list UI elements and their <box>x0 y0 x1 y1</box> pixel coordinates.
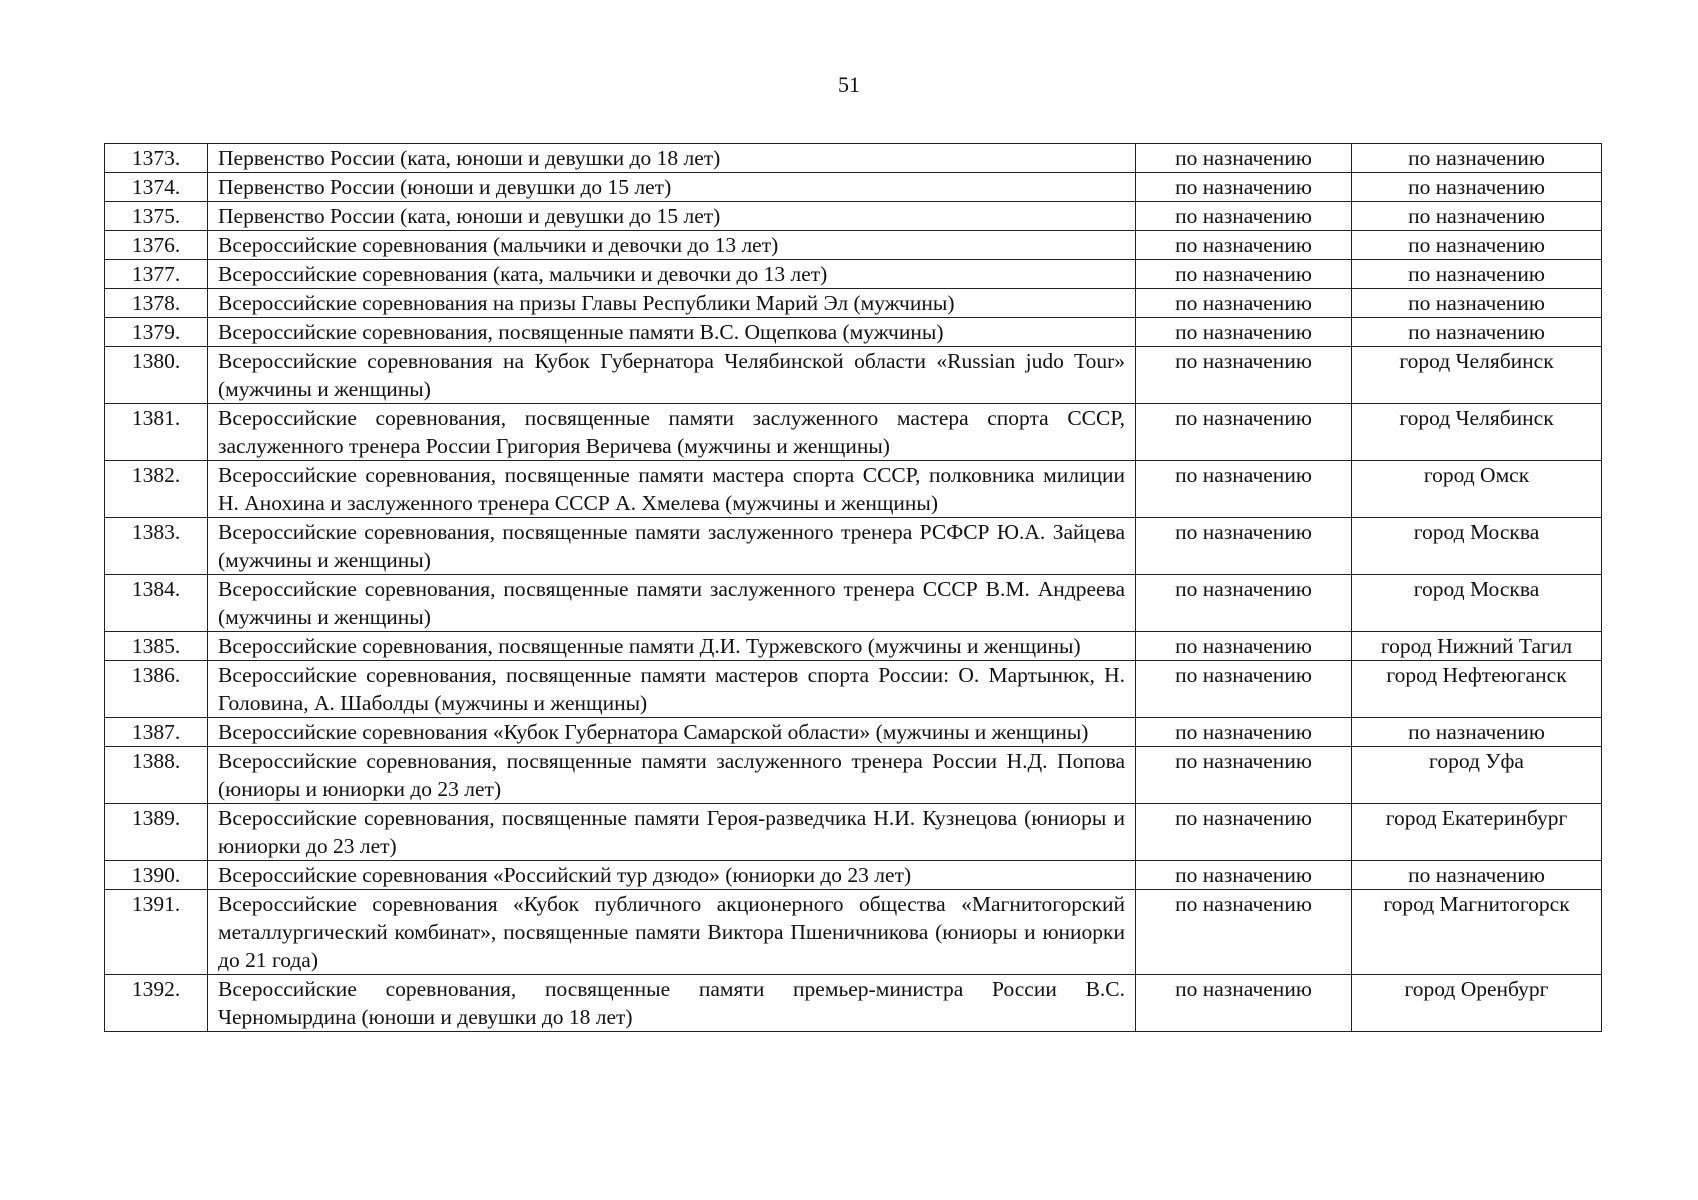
table-row <box>105 718 1602 747</box>
event-place: город Нижний Тагил <box>1352 632 1602 661</box>
event-date: по назначению <box>1136 575 1352 632</box>
row-number: 1374. <box>105 173 208 202</box>
row-number: 1373. <box>105 144 208 173</box>
event-date: по назначению <box>1136 890 1352 975</box>
table-row <box>105 861 1602 890</box>
table-row <box>105 173 1602 202</box>
row-number: 1391. <box>105 890 208 975</box>
table-row <box>105 632 1602 661</box>
event-place: город Москва <box>1352 575 1602 632</box>
event-place: по назначению <box>1352 202 1602 231</box>
events-table-body <box>105 144 1602 1032</box>
event-place: по назначению <box>1352 144 1602 173</box>
event-name: Всероссийские соревнования, посвященные памяти Героя-разведчика Н.И. Кузнецова (юниоры и юниорки до 23 лет) <box>208 804 1136 861</box>
event-name: Всероссийские соревнования, посвященные памяти мастера спорта СССР, полковника милиции Н. Анохина и заслуженного тренера СССР А. Хмелева (мужчины и женщины) <box>208 461 1136 518</box>
event-name: Всероссийские соревнования на призы Главы Республики Марий Эл (мужчины) <box>208 289 1136 318</box>
row-number: 1384. <box>105 575 208 632</box>
event-name: Всероссийские соревнования, посвященные памяти премьер-министра России В.С. Черномырдина (юноши и девушки до 18 лет) <box>208 975 1136 1032</box>
event-name: Всероссийские соревнования, посвященные памяти заслуженного тренера РСФСР Ю.А. Зайцева (мужчины и женщины) <box>208 518 1136 575</box>
table-row <box>105 575 1602 632</box>
row-number: 1377. <box>105 260 208 289</box>
page-number: 51 <box>838 72 860 97</box>
event-name: Всероссийские соревнования «Кубок Губернатора Самарской области» (мужчины и женщины) <box>208 718 1136 747</box>
event-date: по назначению <box>1136 747 1352 804</box>
table-row <box>105 202 1602 231</box>
event-place: по назначению <box>1352 231 1602 260</box>
row-number: 1381. <box>105 404 208 461</box>
table-row <box>105 890 1602 975</box>
event-date: по назначению <box>1136 404 1352 461</box>
event-date: по назначению <box>1136 318 1352 347</box>
row-number: 1387. <box>105 718 208 747</box>
row-number: 1376. <box>105 231 208 260</box>
event-place: по назначению <box>1352 318 1602 347</box>
event-name: Всероссийские соревнования (мальчики и девочки до 13 лет) <box>208 231 1136 260</box>
event-name: Всероссийские соревнования, посвященные памяти мастеров спорта России: О. Мартынюк, Н. Головина, А. Шаболды (мужчины и женщины) <box>208 661 1136 718</box>
event-name: Первенство России (ката, юноши и девушки до 15 лет) <box>208 202 1136 231</box>
table-row <box>105 661 1602 718</box>
events-table <box>104 143 1602 1032</box>
event-name: Всероссийские соревнования на Кубок Губернатора Челябинской области «Russian judo Tour» (мужчины и женщины) <box>208 347 1136 404</box>
row-number: 1386. <box>105 661 208 718</box>
event-date: по назначению <box>1136 202 1352 231</box>
event-name: Всероссийские соревнования, посвященные памяти В.С. Ощепкова (мужчины) <box>208 318 1136 347</box>
event-place: город Нефтеюганск <box>1352 661 1602 718</box>
event-date: по назначению <box>1136 461 1352 518</box>
table-row <box>105 347 1602 404</box>
event-date: по назначению <box>1136 260 1352 289</box>
event-date: по назначению <box>1136 144 1352 173</box>
event-date: по назначению <box>1136 718 1352 747</box>
event-place: по назначению <box>1352 289 1602 318</box>
event-name: Всероссийские соревнования, посвященные памяти заслуженного тренера России Н.Д. Попова (юниоры и юниорки до 23 лет) <box>208 747 1136 804</box>
event-place: город Магнитогорск <box>1352 890 1602 975</box>
event-date: по назначению <box>1136 804 1352 861</box>
table-row <box>105 231 1602 260</box>
table-row <box>105 144 1602 173</box>
event-place: город Оренбург <box>1352 975 1602 1032</box>
event-place: по назначению <box>1352 861 1602 890</box>
event-name: Первенство России (юноши и девушки до 15 лет) <box>208 173 1136 202</box>
event-place: город Челябинск <box>1352 347 1602 404</box>
event-place: по назначению <box>1352 173 1602 202</box>
row-number: 1389. <box>105 804 208 861</box>
row-number: 1380. <box>105 347 208 404</box>
event-date: по назначению <box>1136 518 1352 575</box>
table-row <box>105 404 1602 461</box>
event-place: город Омск <box>1352 461 1602 518</box>
event-date: по назначению <box>1136 231 1352 260</box>
row-number: 1385. <box>105 632 208 661</box>
event-name: Всероссийские соревнования, посвященные памяти Д.И. Туржевского (мужчины и женщины) <box>208 632 1136 661</box>
table-row <box>105 260 1602 289</box>
table-row <box>105 518 1602 575</box>
event-name: Всероссийские соревнования «Российский тур дзюдо» (юниорки до 23 лет) <box>208 861 1136 890</box>
table-row <box>105 747 1602 804</box>
event-place: по назначению <box>1352 718 1602 747</box>
event-date: по назначению <box>1136 632 1352 661</box>
event-place: город Уфа <box>1352 747 1602 804</box>
table-row <box>105 461 1602 518</box>
row-number: 1382. <box>105 461 208 518</box>
event-name: Всероссийские соревнования (ката, мальчики и девочки до 13 лет) <box>208 260 1136 289</box>
event-date: по назначению <box>1136 347 1352 404</box>
row-number: 1379. <box>105 318 208 347</box>
event-date: по назначению <box>1136 289 1352 318</box>
event-date: по назначению <box>1136 975 1352 1032</box>
event-name: Всероссийские соревнования «Кубок публичного акционерного общества «Магнитогорский металлургический комбинат», посвященные памяти Виктора Пшеничникова (юниоры и юниорки до 21 года) <box>208 890 1136 975</box>
event-name: Всероссийские соревнования, посвященные памяти заслуженного тренера СССР В.М. Андреева (мужчины и женщины) <box>208 575 1136 632</box>
row-number: 1388. <box>105 747 208 804</box>
event-date: по назначению <box>1136 661 1352 718</box>
row-number: 1375. <box>105 202 208 231</box>
row-number: 1383. <box>105 518 208 575</box>
event-date: по назначению <box>1136 861 1352 890</box>
table-row <box>105 804 1602 861</box>
table-row <box>105 318 1602 347</box>
row-number: 1390. <box>105 861 208 890</box>
event-date: по назначению <box>1136 173 1352 202</box>
table-row <box>105 289 1602 318</box>
event-place: по назначению <box>1352 260 1602 289</box>
event-place: город Челябинск <box>1352 404 1602 461</box>
event-name: Всероссийские соревнования, посвященные памяти заслуженного мастера спорта СССР, заслуженного тренера России Григория Веричева (мужчины и женщины) <box>208 404 1136 461</box>
event-name: Первенство России (ката, юноши и девушки до 18 лет) <box>208 144 1136 173</box>
event-place: город Екатеринбург <box>1352 804 1602 861</box>
row-number: 1378. <box>105 289 208 318</box>
event-place: город Москва <box>1352 518 1602 575</box>
table-row <box>105 975 1602 1032</box>
row-number: 1392. <box>105 975 208 1032</box>
